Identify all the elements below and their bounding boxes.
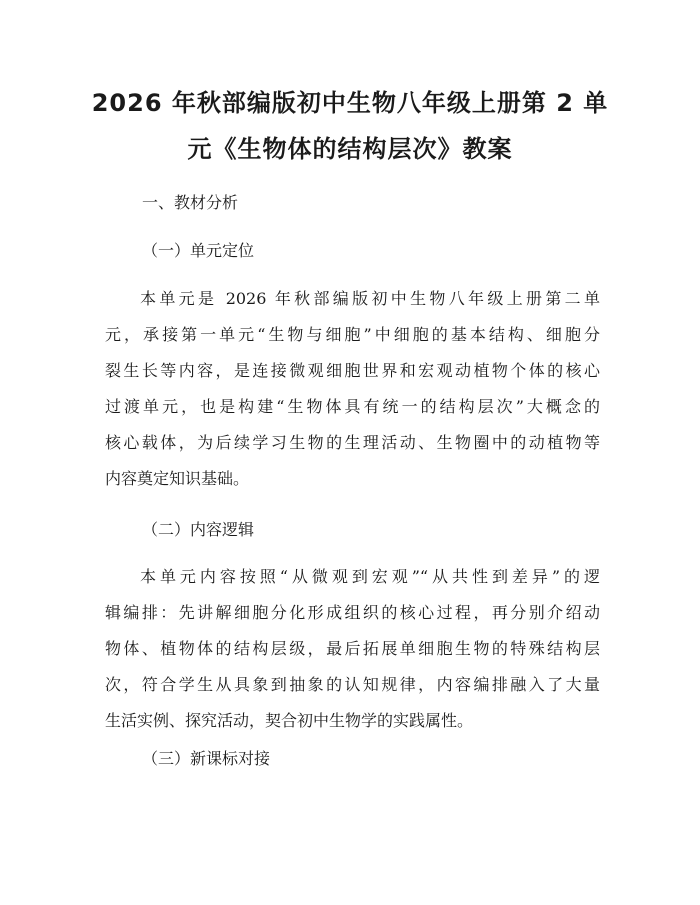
paragraph-line: 核心载体，为后续学习生物的生理活动、生物圈中的动植物等 (105, 433, 600, 452)
document-title-line-1: 2026 年秋部编版初中生物八年级上册第 2 单 (91, 89, 609, 117)
subheading-content-logic: （二）内容逻辑 (142, 520, 255, 539)
paragraph-line: 裂生长等内容，是连接微观细胞世界和宏观动植物个体的核心 (105, 361, 600, 380)
paragraph-line: 物体、植物体的结构层级，最后拓展单细胞生物的特殊结构层 (105, 639, 600, 658)
document-title-line-2: 元《生物体的结构层次》教案 (187, 135, 513, 163)
subheading-unit-positioning: （一）单元定位 (142, 241, 255, 260)
paragraph-line: 内容奠定知识基础。 (105, 469, 250, 488)
paragraph-line: 元，承接第一单元“生物与细胞”中细胞的基本结构、细胞分 (105, 325, 600, 344)
paragraph-line: 辑编排：先讲解细胞分化形成组织的核心过程，再分别介绍动 (105, 603, 600, 622)
paragraph-line: 本单元内容按照“从微观到宏观”“从共性到差异”的逻 (140, 567, 600, 586)
paragraph-line: 过渡单元，也是构建“生物体具有统一的结构层次”大概念的 (105, 397, 600, 416)
subheading-curriculum-alignment: （三）新课标对接 (142, 749, 271, 768)
paragraph-line: 本单元是 2026 年秋部编版初中生物八年级上册第二单 (140, 289, 600, 308)
section-heading-textbook-analysis: 一、教材分析 (142, 193, 239, 212)
paragraph-line: 生活实例、探究活动，契合初中生物学的实践属性。 (105, 711, 474, 730)
paragraph-line: 次，符合学生从具象到抽象的认知规律，内容编排融入了大量 (105, 675, 600, 694)
